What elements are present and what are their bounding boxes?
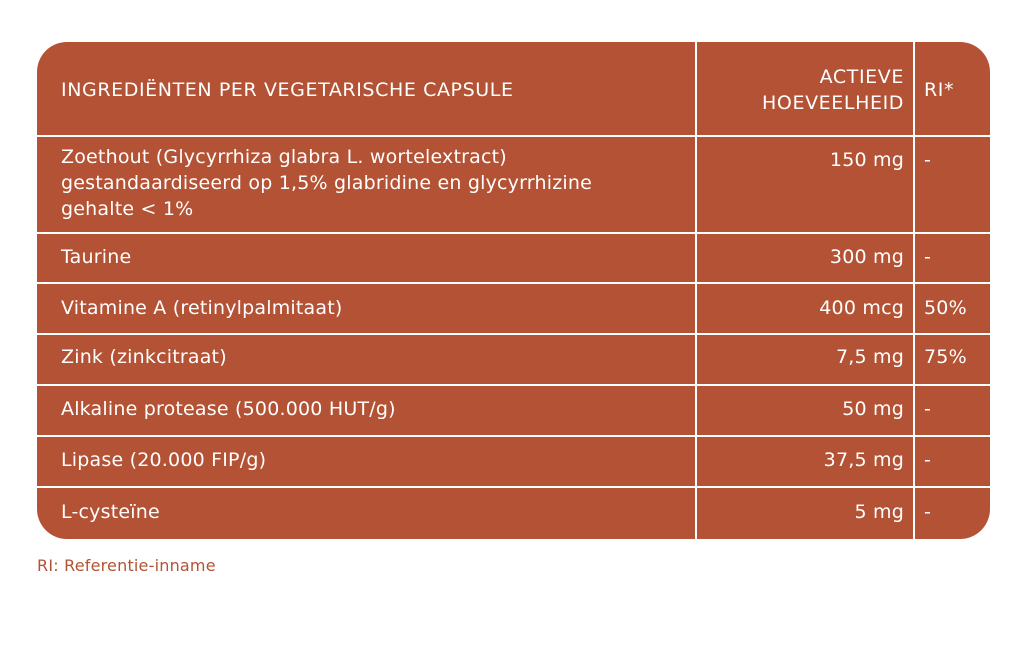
header-amount-line1: ACTIEVE xyxy=(819,66,904,88)
header-ingredients: INGREDIËNTEN PER VEGETARISCHE CAPSULE xyxy=(61,79,514,101)
footnote: RI: Referentie-inname xyxy=(37,556,216,575)
amount-cell: 37,5 mg xyxy=(823,449,904,471)
ri-cell: 75% xyxy=(924,346,967,368)
ingredient-cell: Zink (zinkcitraat) xyxy=(61,346,227,368)
amount-cell: 7,5 mg xyxy=(835,346,904,368)
ri-cell: - xyxy=(924,149,932,171)
ri-cell: - xyxy=(924,501,932,523)
table-row xyxy=(37,335,990,384)
ingredient-cell: Vitamine A (retinylpalmitaat) xyxy=(61,297,343,319)
ingredient-cell: Taurine xyxy=(61,246,132,268)
table-row xyxy=(37,386,990,435)
ri-cell: - xyxy=(924,246,932,268)
ingredient-line: gehalte < 1% xyxy=(61,198,194,220)
ingredient-line: gestandaardiseerd op 1,5% glabridine en glycyrrhizine xyxy=(61,172,592,194)
ingredient-cell xyxy=(61,144,691,222)
ingredient-cell: Lipase (20.000 FIP/g) xyxy=(61,449,267,471)
header-amount-line2: HOEVEELHEID xyxy=(762,92,904,114)
ri-cell: - xyxy=(924,398,932,420)
table-header xyxy=(37,42,990,135)
amount-cell: 5 mg xyxy=(854,501,904,523)
nutrition-table xyxy=(37,42,990,539)
table-row xyxy=(37,137,990,232)
ri-cell: - xyxy=(924,449,932,471)
table-row xyxy=(37,437,990,486)
amount-cell: 300 mg xyxy=(829,246,904,268)
amount-cell: 50 mg xyxy=(842,398,904,420)
table-row xyxy=(37,488,990,539)
header-ri: RI* xyxy=(924,79,955,101)
ingredient-cell: Alkaline protease (500.000 HUT/g) xyxy=(61,398,396,420)
ingredient-cell: L-cysteïne xyxy=(61,501,160,523)
ingredient-line: Zoethout (Glycyrrhiza glabra L. wortelextract) xyxy=(61,146,507,168)
table-row xyxy=(37,234,990,282)
ri-cell: 50% xyxy=(924,297,967,319)
header-amount xyxy=(698,64,904,116)
table-row xyxy=(37,284,990,333)
amount-cell: 150 mg xyxy=(829,149,904,171)
amount-cell: 400 mcg xyxy=(819,297,904,319)
